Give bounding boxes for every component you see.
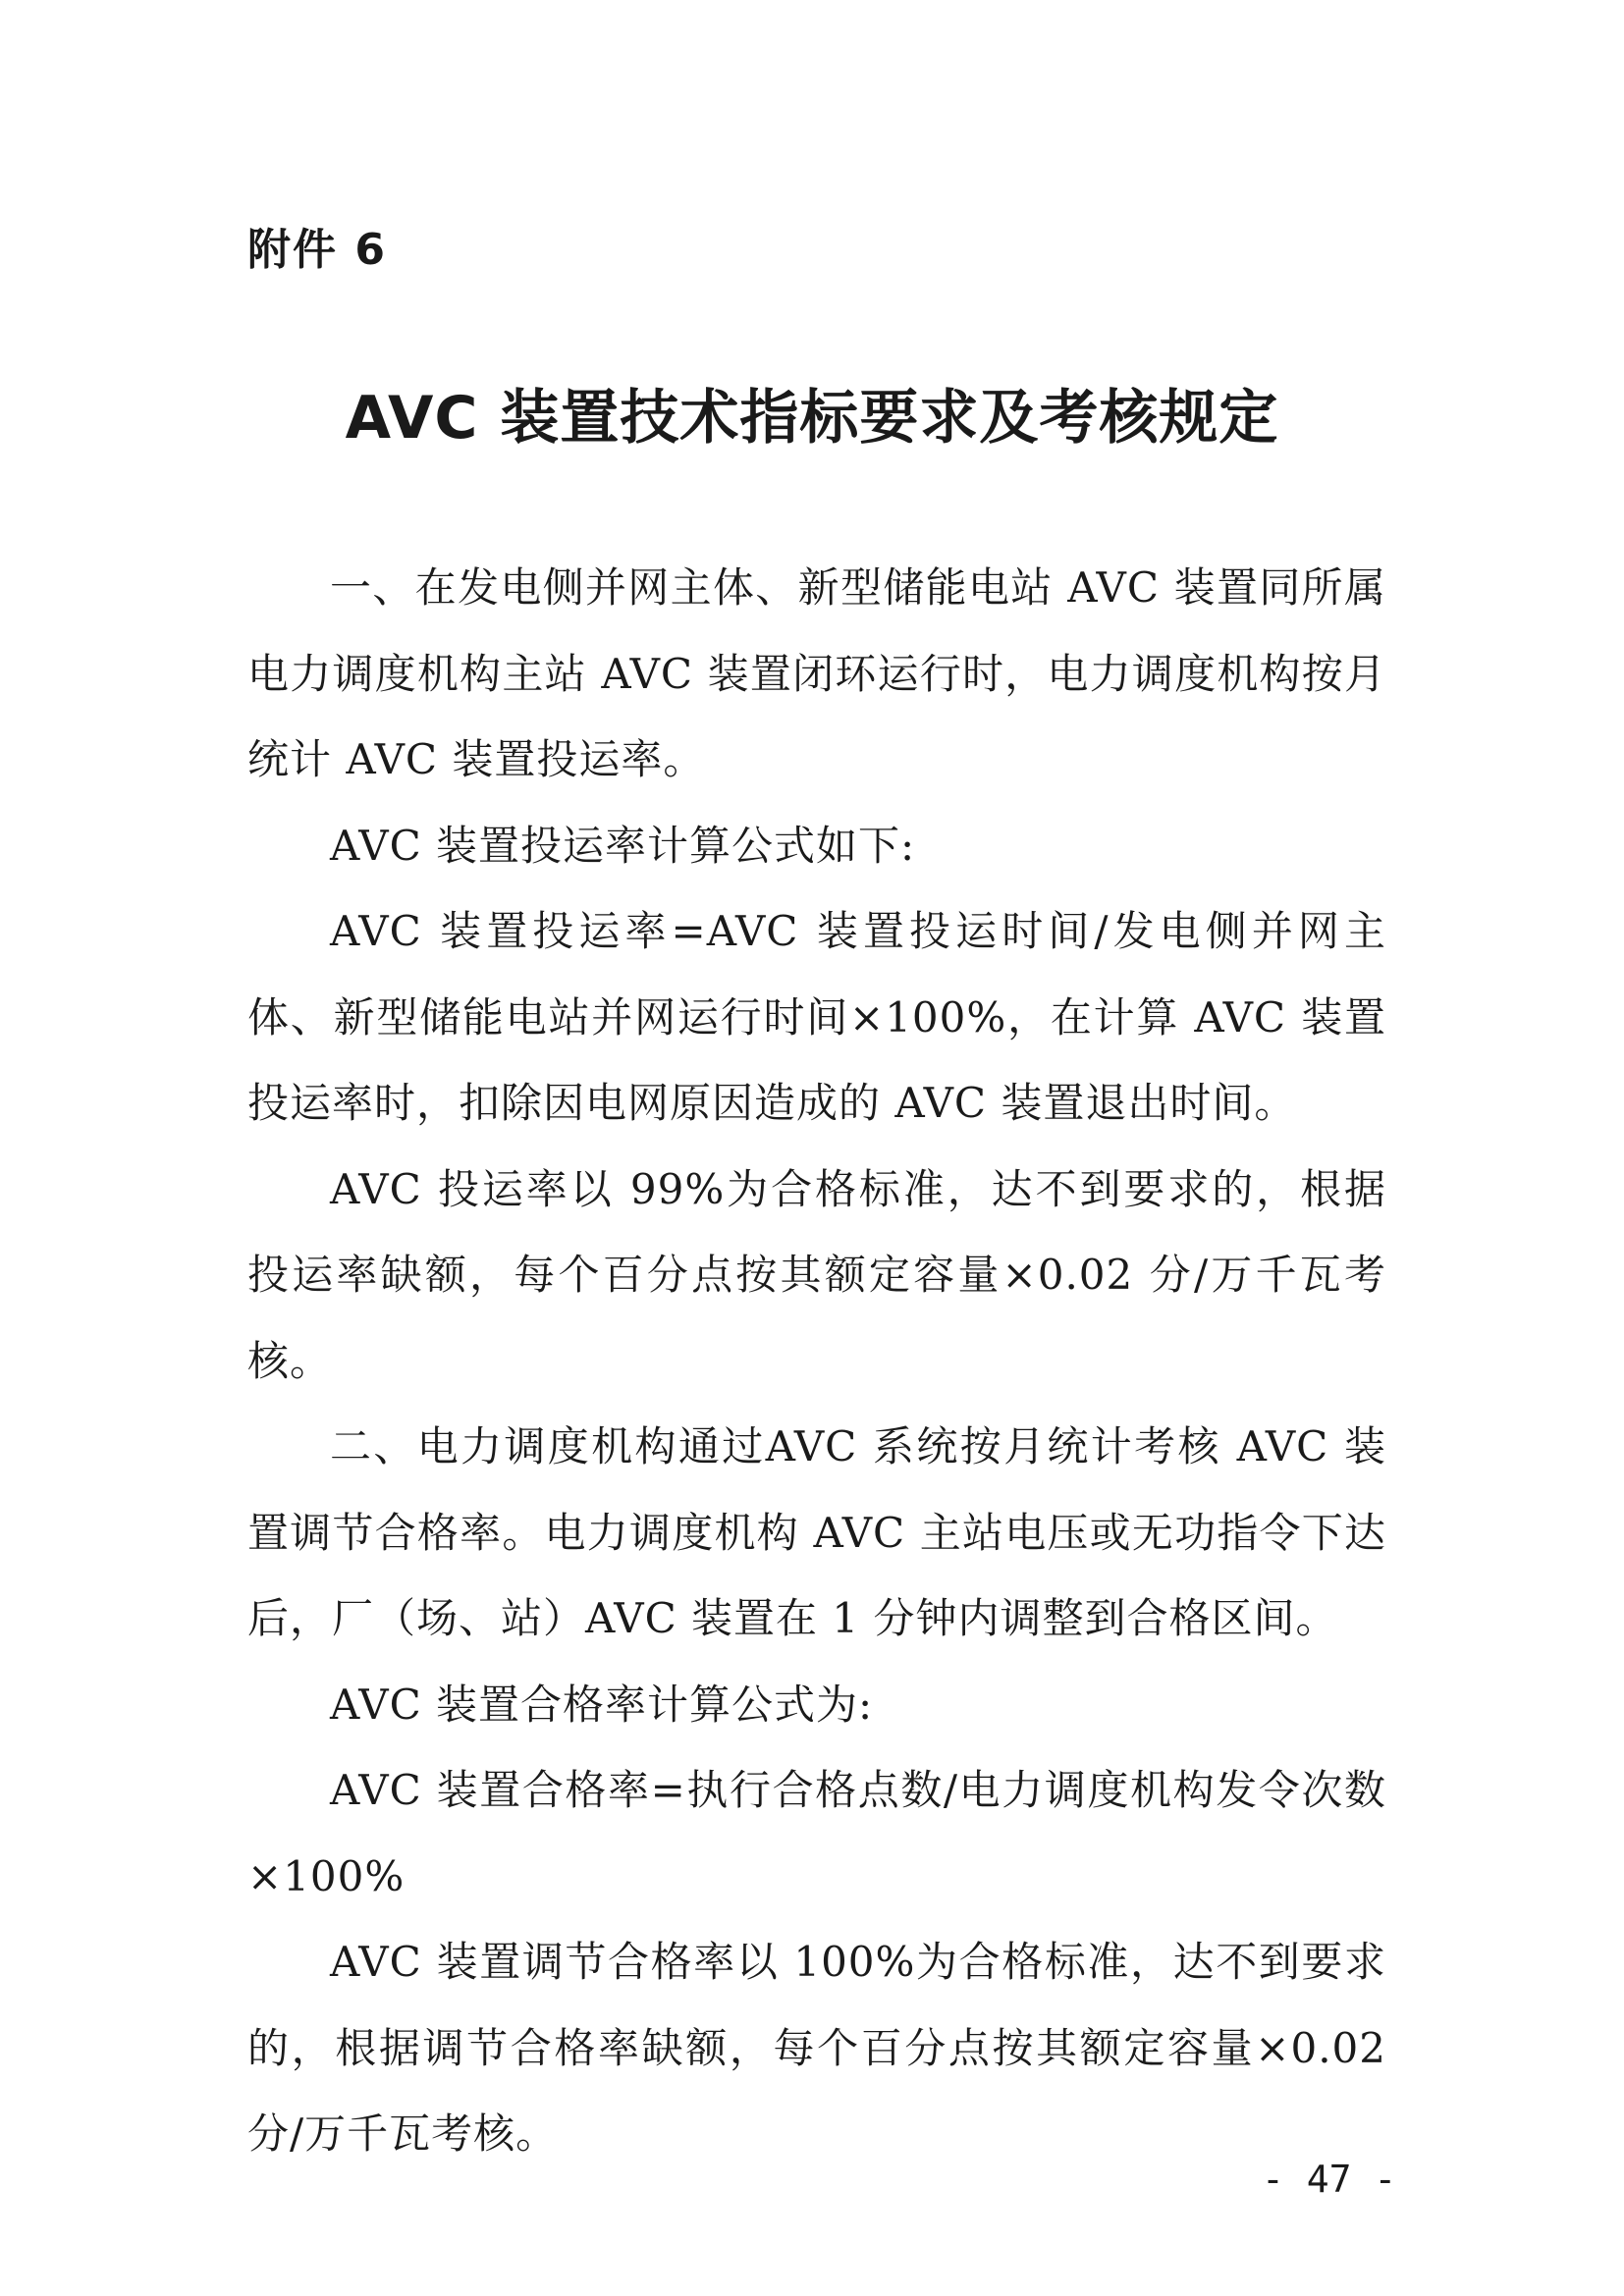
document-body <box>247 545 1386 2177</box>
paragraph-4: AVC 投运率以 99%为合格标准，达不到要求的，根据投运率缺额，每个百分点按其额定容量×0.02 分/万千瓦考核。 <box>247 1164 1386 1385</box>
paragraph-6: AVC 装置合格率计算公式为: <box>330 1680 874 1729</box>
page-number: - 47 - <box>1262 2158 1397 2201</box>
attachment-label: 附件 6 <box>247 225 387 275</box>
paragraph-7: AVC 装置合格率=执行合格点数/电力调度机构发令次数×100% <box>247 1766 1386 1900</box>
paragraph-8: AVC 装置调节合格率以 100%为合格标准，达不到要求的，根据调节合格率缺额，每个百分点按其额定容量×0.02 分/万千瓦考核。 <box>247 1938 1386 2158</box>
paragraph-5: 二、电力调度机构通过AVC 系统按月统计考核 AVC 装置调节合格率。电力调度机构 AVC 主站电压或无功指令下达后，厂（场、站）AVC 装置在 1 分钟内调整到合格区间。 <box>247 1422 1386 1642</box>
paragraph-2: AVC 装置投运率计算公式如下: <box>330 821 916 870</box>
paragraph-3: AVC 装置投运率=AVC 装置投运时间/发电侧并网主体、新型储能电站并网运行时间×100%，在计算 AVC 装置投运率时，扣除因电网原因造成的 AVC 装置退出时间。 <box>247 907 1386 1127</box>
document-title: AVC 装置技术指标要求及考核规定 <box>345 384 1279 453</box>
paragraph-1: 一、在发电侧并网主体、新型储能电站 AVC 装置同所属电力调度机构主站 AVC 装置闭环运行时，电力调度机构按月统计 AVC 装置投运率。 <box>247 563 1386 783</box>
